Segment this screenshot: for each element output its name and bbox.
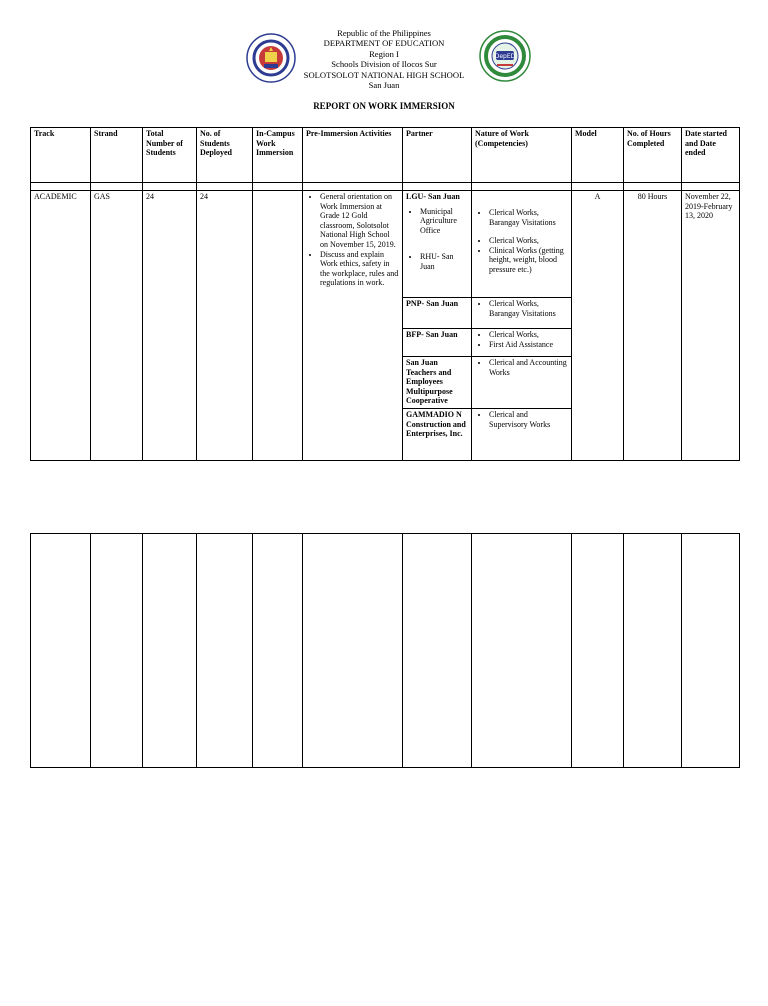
- list-item: • First Aid Assistance: [489, 340, 568, 350]
- col-nature-of-work: Nature of Work (Competencies): [472, 128, 572, 183]
- col-deployed: No. of Students Deployed: [197, 128, 253, 183]
- cell-nature-of-work: [472, 329, 572, 357]
- cell-partner: [403, 409, 472, 461]
- cell-deployed: 24: [197, 191, 253, 461]
- spacer-row: [31, 183, 740, 191]
- col-model: Model: [572, 128, 624, 183]
- col-strand: Strand: [91, 128, 143, 183]
- list-item: • Clerical and Supervisory Works: [489, 410, 568, 429]
- col-total: Total Number of Students: [143, 128, 197, 183]
- partner-name: San Juan Teachers and Employees Multipurpose Cooperative: [406, 358, 453, 406]
- partner-name: BFP- San Juan: [406, 330, 458, 339]
- list-item: • RHU- San Juan: [420, 252, 468, 271]
- cell-partner: [403, 357, 472, 409]
- cell-partner: [403, 298, 472, 329]
- col-dates: Date started and Date ended: [682, 128, 740, 183]
- empty-table: [30, 533, 740, 768]
- list-item: • Clerical Works, Barangay Visitations: [489, 208, 568, 227]
- empty-row: [31, 534, 740, 768]
- region-line: Region I: [369, 48, 399, 59]
- list-item: • Discuss and explain Work ethics, safety in the workplace, rules and regulations in work.: [320, 250, 399, 288]
- letterhead: [0, 28, 768, 90]
- partner-name: LGU- San Juan: [406, 192, 460, 201]
- cell-dates: November 22, 2019-February 13, 2020: [682, 191, 740, 461]
- col-partner: Partner: [403, 128, 472, 183]
- list-item: • Clerical and Accounting Works: [489, 358, 568, 377]
- town-line: San Juan: [368, 80, 400, 91]
- table-row: [31, 191, 740, 298]
- cell-track: ACADEMIC: [31, 191, 91, 461]
- cell-strand: GAS: [91, 191, 143, 461]
- list-item: • Municipal Agriculture Office: [420, 207, 468, 236]
- cell-hours: 80 Hours: [624, 191, 682, 461]
- list-item: • General orientation on Work Immersion at Grade 12 Gold classroom, Solotsolot National High School on November 15, 2019.: [320, 192, 399, 250]
- cell-nature-of-work: [472, 191, 572, 298]
- list-item: • Clerical Works,: [489, 236, 568, 246]
- cell-nature-of-work: [472, 409, 572, 461]
- header-row: [31, 128, 740, 183]
- col-hours: No. of Hours Completed: [624, 128, 682, 183]
- cell-in-campus: [253, 191, 303, 461]
- list-item: • Clerical Works,: [489, 330, 568, 340]
- department-line: DEPARTMENT OF EDUCATION: [323, 38, 445, 49]
- col-in-campus: In-Campus Work Immersion: [253, 128, 303, 183]
- cell-nature-of-work: [472, 298, 572, 329]
- republic-line: Republic of the Philippines: [337, 28, 431, 38]
- cell-model: A: [572, 191, 624, 461]
- division-line: Schools Division of Ilocos Sur: [331, 59, 437, 70]
- cell-partner: [403, 329, 472, 357]
- deped-text: DepED: [494, 53, 516, 60]
- col-track: Track: [31, 128, 91, 183]
- cell-total: 24: [143, 191, 197, 461]
- list-item: • Clerical Works, Barangay Visitations: [489, 299, 568, 318]
- cell-partner: [403, 191, 472, 298]
- list-item: • Clinical Works (getting height, weight, blood pressure etc.): [489, 246, 568, 275]
- cell-pre-immersion: [303, 191, 403, 461]
- cell-nature-of-work: [472, 357, 572, 409]
- report-title: REPORT ON WORK IMMERSION: [313, 101, 455, 111]
- partner-name: GAMMADIO N Construction and Enterprises, Inc.: [406, 410, 466, 439]
- partner-name: PNP- San Juan: [406, 299, 459, 308]
- school-line: SOLOTSOLOT NATIONAL HIGH SCHOOL: [303, 69, 465, 80]
- work-immersion-table: [30, 127, 740, 461]
- col-pre-immersion: Pre-Immersion Activities: [303, 128, 403, 183]
